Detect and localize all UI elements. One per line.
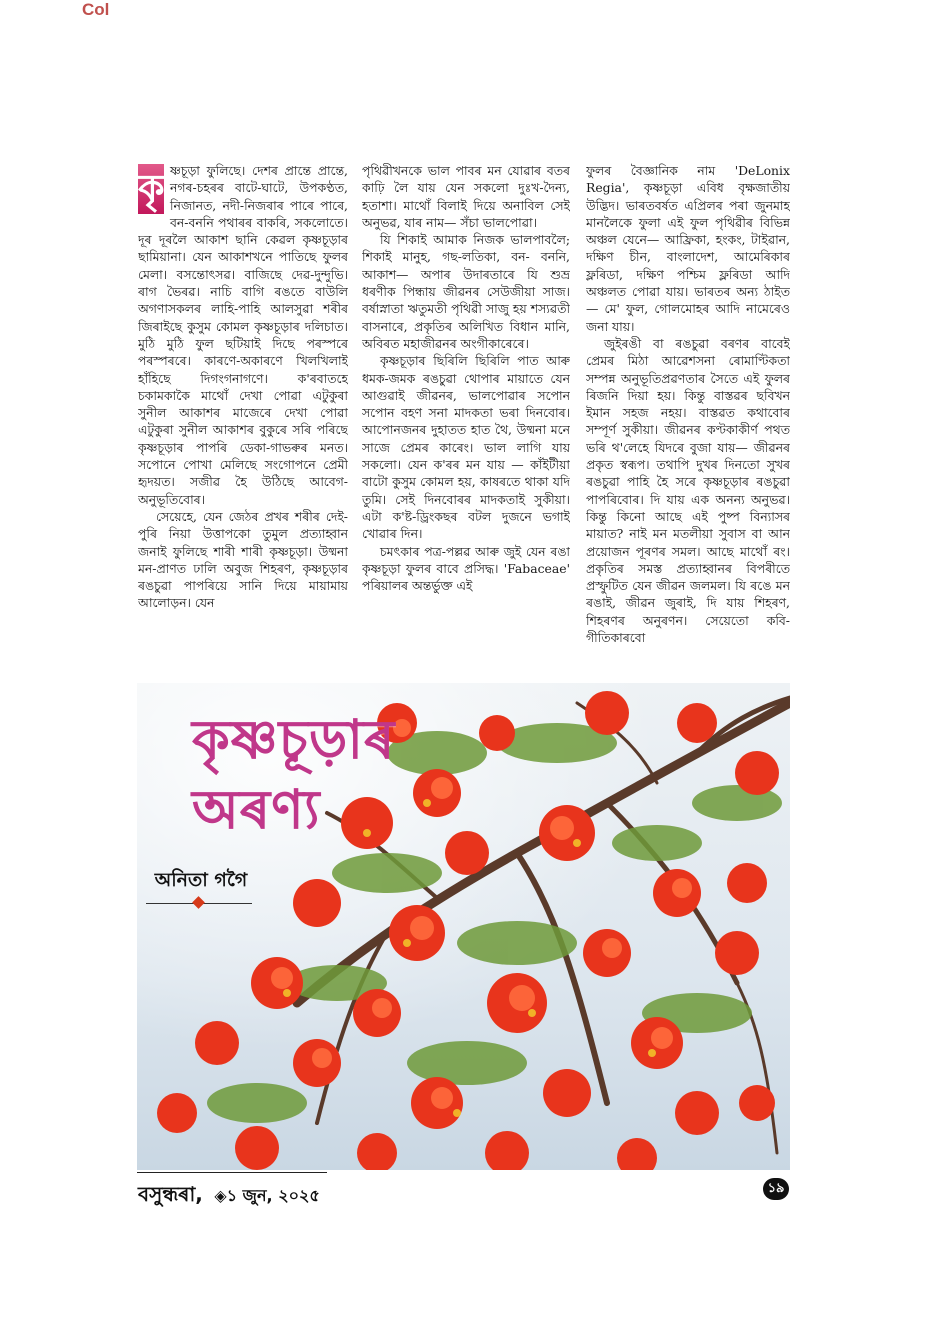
- paragraph: যি শিকাই আমাক নিজক ভালপাবলৈ; শিকাই মানুহ, গছ-লতিকা, বন- বননি, আকাশ— অপাৰ উদাৰতাৰে যি শুভ্ৰ ধৰণীক পিন্ধায় জীৱনৰ সেউজীয়া সাজ। বৰ্ষাস্নাতা ঋতুমতী পৃথিৱী সাজু হয় শস্যৱতী বাসনাৰে, প্ৰকৃতিৰ অলিখিত বিধান মানি, অবিৰত মহাজীৱনৰ অংগীকাৰেৰে।: [362, 232, 570, 351]
- article-column-1: [138, 162, 348, 657]
- footer-masthead: [138, 1180, 320, 1213]
- article-title-line-1: কৃষ্ণচূড়াৰ: [192, 708, 396, 771]
- paragraph: চমৎকাৰ পত্ৰ-পল্লৱ আৰু জুই যেন ৰঙা কৃষ্ণচূড়া ফুলৰ বাবে প্ৰসিদ্ধ। 'Fabaceae' পৰিয়ালৰ অন্তৰ্ভুক্ত এই: [362, 543, 570, 594]
- paragraph: সেয়েহে, যেন জেঠৰ প্ৰখৰ শৰীৰ দেই-পুৰি নিয়া উত্তাপকো তুমুল প্ৰত্যাহ্বান জনাই ফুলিছে শাৰী শাৰী কৃষ্ণচূড়া। উষ্মনা মন-প্ৰাণত ঢালি অবুজ শিহৰণ, কৃষ্ণচূড়াৰ ৰঙচুৱা পাপৰিয়ে সানি দিয়ে মায়ামায় আলোড়ন। যেন: [138, 508, 348, 611]
- article-column-2: [362, 162, 570, 657]
- issue-date: ◈১ জুন, ২০২৫: [214, 1186, 320, 1205]
- page-number-badge: ১৯: [763, 1178, 789, 1200]
- article-title-line-2: অৰণ্য: [192, 778, 321, 841]
- paragraph: পৃথিৱীখনকে ভাল পাবৰ মন যোৱাৰ বতৰ কাঢ়ি লৈ যায় যেন সকলো দুঃখ-দৈন্য, হতাশা। মাথোঁ বিলাই দিয়ে অনাবিল সেই অনুভৱ, যাৰ নাম— সঁচা ভালপোৱা।: [362, 163, 570, 230]
- article-column-3: [586, 162, 790, 657]
- paragraph: ষ্ণচূড়া ফুলিছে। দেশৰ প্ৰান্তে প্ৰান্তে, নগৰ-চহৰৰ বাটে-ঘাটে, উপকণ্ঠত, নিজানত, নদী-নিজৰাৰ পাৰে পাৰে, বন-বননি পথাৰৰ বাকৰি, সকলোতে। দূৰ দূৰলৈ আকাশ ছানি কেৱল কৃষ্ণচূড়াৰ ছামিয়ানা। যেন আকাশখনে পাতিছে ফুলৰ মেলা। বসন্তোৎসৱ। বাজিছে দেৱ-দুন্দুভি। ৰাগ ভৈৰৱ। নাচি বাগি ৰঙতে বাউলি অগণাসকলৰ লাহি-পাহি আলসুৱা শৰীৰ জিৰাইছে কুসুম কোমল কৃষ্ণচূড়াৰ দলিচাত। মুঠি মুঠি ফুল ছটিয়াই দিছে পৰস্পৰে পৰস্পৰৰে। কাৰণে-অকাৰণে খিলখিলাই হাঁহিছে দিগংগনাগণে। ক'ৰবাতহে চকামকাকৈ মাথোঁ দেখা পোৱা এটুকুৰা সুনীল আকাশৰ মাজেৰে দেখা পোৱা এটুকুৰা সুনীল আকাশৰ বুকুৰে সৰি পৰিছে কৃষ্ণচূড়াৰ পাপৰি ডেকা-গাভৰুৰ মনত। সপোনে পোখা মেলিছে সংগোপনে প্ৰেমী হৃদয়ত। সজীৱ হৈ উঠিছে আবেগ- অনুভূতিবোৰ।: [138, 163, 348, 507]
- color-registration-mark: Col: [82, 0, 110, 19]
- drop-cap: কৃ: [138, 164, 164, 214]
- paragraph: ফুলৰ বৈজ্ঞানিক নাম 'DeLonix Regia', কৃষ্ণচূড়া এবিধ বৃক্ষজাতীয় উদ্ভিদ। ভাৰতবৰ্ষত এপ্ৰিলৰ পৰা জুনমাহ মানলৈকে ফুলা এই ফুল পৃথিৱীৰ বিভিন্ন অঞ্চল যেনে— আফ্ৰিকা, হংকং, টাইৱান, দক্ষিণ চীন, বাংলাদেশ, আমেৰিকাৰ ফ্লৰিডা, দক্ষিণ পশ্চিম ফ্লৰিডা আদি অঞ্চলত পোৱা যায়। ভাৰতৰ অন্য ঠাইত— মে' ফুল, গোলমোহৰ আদি নামেৰেও জনা যায়।: [586, 163, 790, 334]
- paragraph: জুইৰঙী বা ৰঙচুৱা বৰণৰ বাবেই প্ৰেমৰ মিঠা আৱেশসনা ৰোমাণ্টিকতা সম্পন্ন অনুভূতিপ্ৰৱণতাৰ সৈতে এই ফুলৰ ৰিজনি দিয়া হয়। কিন্তু বাস্তৱৰ ছবিখন ইমান সহজ নহয়। বাস্তৱত কথাবোৰ সম্পূৰ্ণ সুকীয়া। জীৱনৰ কণ্টকাকীৰ্ণ পথত ভৰি থ'লেহে যিদৰে বুজা যায়— জীৱনৰ প্ৰকৃত স্বৰূপ। তথাপি দুখৰ দিনতো সুখৰ ৰঙচুৱা পাহি হৈ সৰে কৃষ্ণচূড়াৰ ৰঙচুৱা পাপৰিবোৰ। দি যায় এক অনন্য অনুভৱ। কিন্তু কিনো আছে এই পুষ্প বিন্যাসৰ মায়াত? নাই মন মতলীয়া সুবাস বা আন প্ৰয়োজন পূৰণৰ সমল। আছে মাথোঁ ৰং। প্ৰকৃতিৰ সমস্ত প্ৰত্যাহ্বানৰ বিপৰীতে প্ৰস্ফুটিত যেন জীৱন জলমল। যি ৰঙে মন ৰঙাই, জীৱন জুৰাই, দি যায় শিহৰণ, শিহৰণৰ অনুৰণন। সেয়েতো কবি-গীতিকাৰবো: [586, 335, 790, 646]
- footer-divider: [137, 1172, 327, 1173]
- author-name: অনিতা গগৈ: [154, 869, 248, 891]
- paragraph: কৃষ্ণচূড়াৰ ছিৰিলি ছিৰিলি পাত আৰু ধমক-জমক ৰঙচুৱা থোপাৰ মায়াতে যেন আগুৱাই জীৱনৰ, ভালপোৱাৰ সপোন সপোন বহণ সনা মাদকতা ভৰা দিনবোৰ। আপোনজনৰ দুহাতত হাত থৈ, উষ্মনা মনে সাজে প্ৰেমৰ কাৰেং। ভাল লাগি যায় সকলো। যেন ক'ৰৰ মন যায় — কাঁইটীয়া বাটো কুসুম কোমল হয়, কাষৰতে থাকা যদি তুমি। সেই দিনবোৰৰ মাদকতাই সুকীয়া। এটা ক'ষ্ট-ড্ৰিংকছৰ বটল দুজনে ভগাই খোৱাৰ দিন।: [362, 353, 570, 542]
- magazine-name: বসুন্ধৰা,: [138, 1182, 203, 1206]
